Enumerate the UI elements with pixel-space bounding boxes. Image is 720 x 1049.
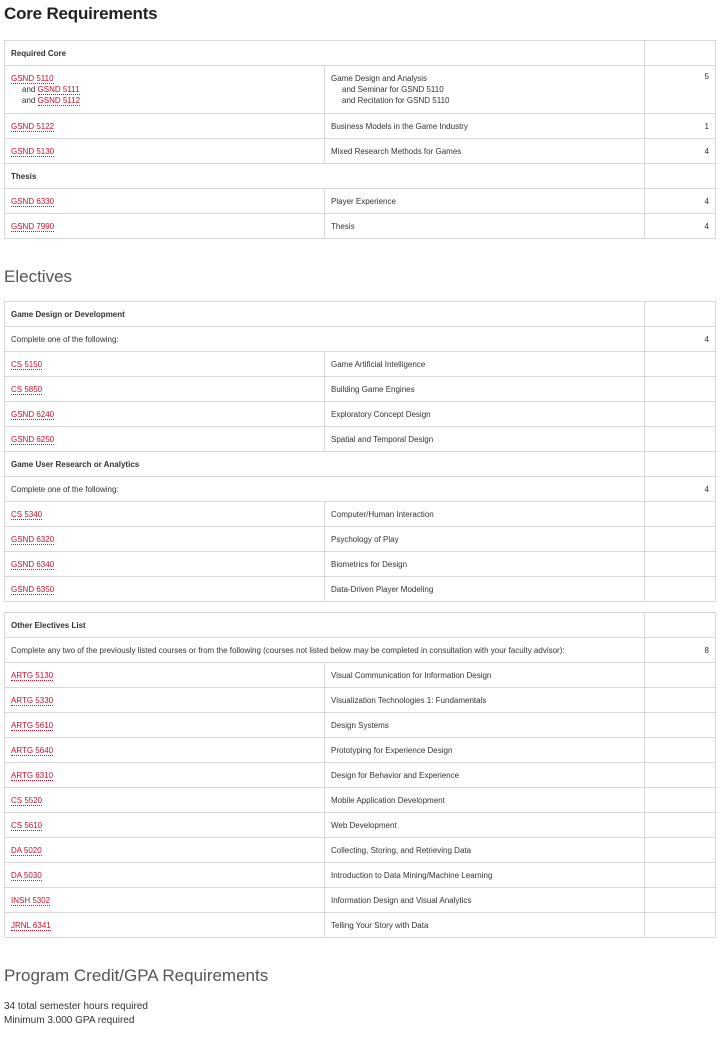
table-row bbox=[5, 863, 716, 888]
course-title: Design Systems bbox=[325, 713, 645, 738]
course-title-cell bbox=[325, 66, 645, 114]
group-label: Other Electives List bbox=[5, 613, 645, 638]
table-row bbox=[5, 888, 716, 913]
credit-hours: 8 bbox=[645, 638, 716, 663]
credit-hours: 1 bbox=[645, 114, 716, 139]
table-row bbox=[5, 66, 716, 114]
thesis-label: Thesis bbox=[5, 164, 645, 189]
electives-table bbox=[4, 301, 716, 602]
table-row bbox=[5, 688, 716, 713]
core-requirements-table bbox=[4, 40, 716, 239]
course-title: Information Design and Visual Analytics bbox=[325, 888, 645, 913]
table-row bbox=[5, 189, 716, 214]
course-title: Mobile Application Development bbox=[325, 788, 645, 813]
course-title: Biometrics for Design bbox=[325, 552, 645, 577]
course-title: Visual Communication for Information Design bbox=[325, 663, 645, 688]
gpa-requirement-text: Minimum 3.000 GPA required bbox=[4, 1015, 135, 1026]
course-link[interactable]: DA 5030 bbox=[11, 870, 42, 880]
course-title: Web Development bbox=[325, 813, 645, 838]
table-row bbox=[5, 552, 716, 577]
table-row bbox=[5, 788, 716, 813]
course-title: Introduction to Data Mining/Machine Learning bbox=[325, 863, 645, 888]
instruction-text: Complete any two of the previously listed courses or from the following (courses not listed below may be completed in consultation with your faculty advisor): bbox=[5, 638, 645, 663]
table-row bbox=[5, 713, 716, 738]
table-row bbox=[5, 838, 716, 863]
course-link[interactable]: GSND 5112 bbox=[37, 96, 81, 105]
table-row bbox=[5, 402, 716, 427]
and-prefix: and bbox=[22, 85, 38, 94]
credit-hours: 4 bbox=[645, 189, 716, 214]
core-requirements-heading: Core Requirements bbox=[4, 4, 158, 23]
table-header-row bbox=[5, 41, 716, 66]
table-header-row bbox=[5, 613, 716, 638]
table-row bbox=[5, 427, 716, 452]
course-link[interactable]: ARTG 5330 bbox=[11, 695, 54, 705]
course-title: Spatial and Temporal Design bbox=[325, 427, 645, 452]
and-prefix: and bbox=[22, 96, 38, 105]
course-link[interactable]: GSND 5111 bbox=[37, 85, 80, 94]
course-link[interactable]: CS 5610 bbox=[11, 820, 43, 830]
course-title: Prototyping for Experience Design bbox=[325, 738, 645, 763]
course-link[interactable]: CS 5520 bbox=[11, 795, 43, 805]
course-link[interactable]: GSND 6340 bbox=[11, 559, 55, 569]
program-requirements-heading: Program Credit/GPA Requirements bbox=[4, 966, 269, 985]
credit-hours: 4 bbox=[645, 214, 716, 239]
course-link[interactable]: GSND 5110 bbox=[11, 74, 54, 83]
course-link[interactable]: CS 5850 bbox=[11, 384, 43, 394]
credit-hours: 4 bbox=[645, 327, 716, 352]
course-title: Player Experience bbox=[325, 189, 645, 214]
course-link[interactable]: GSND 6350 bbox=[11, 584, 55, 594]
table-row bbox=[5, 352, 716, 377]
course-title: Game Artificial Intelligence bbox=[325, 352, 645, 377]
course-title: Thesis bbox=[325, 214, 645, 239]
course-title: Exploratory Concept Design bbox=[325, 402, 645, 427]
course-title: Design for Behavior and Experience bbox=[325, 763, 645, 788]
table-header-row bbox=[5, 164, 716, 189]
course-title: Computer/Human Interaction bbox=[325, 502, 645, 527]
course-link[interactable]: GSND 7990 bbox=[11, 221, 55, 231]
instruction-row bbox=[5, 327, 716, 352]
table-row bbox=[5, 139, 716, 164]
group-label: Game User Research or Analytics bbox=[5, 452, 645, 477]
course-title: Game Design and Analysis bbox=[331, 74, 428, 83]
table-row bbox=[5, 577, 716, 602]
course-title: Building Game Engines bbox=[325, 377, 645, 402]
table-header-row bbox=[5, 452, 716, 477]
course-code-cell bbox=[5, 66, 325, 114]
table-row bbox=[5, 114, 716, 139]
table-row bbox=[5, 502, 716, 527]
course-title: Collecting, Storing, and Retrieving Data bbox=[325, 838, 645, 863]
course-link[interactable]: GSND 6250 bbox=[11, 434, 55, 444]
course-link[interactable]: CS 5340 bbox=[11, 509, 43, 519]
course-link[interactable]: JRNL 6341 bbox=[11, 920, 51, 930]
credit-hours: 5 bbox=[645, 66, 716, 114]
course-title: Mixed Research Methods for Games bbox=[325, 139, 645, 164]
course-subtitle: and Recitation for GSND 5110 bbox=[342, 96, 450, 105]
other-electives-table bbox=[4, 612, 716, 938]
course-link[interactable]: ARTG 5640 bbox=[11, 745, 54, 755]
course-link[interactable]: GSND 6330 bbox=[11, 196, 55, 206]
course-title: Visualization Technologies 1: Fundamentals bbox=[325, 688, 645, 713]
instruction-row bbox=[5, 477, 716, 502]
course-link[interactable]: ARTG 5130 bbox=[11, 670, 54, 680]
instruction-row bbox=[5, 638, 716, 663]
course-subtitle: and Seminar for GSND 5110 bbox=[342, 85, 444, 94]
course-title: Telling Your Story with Data bbox=[325, 913, 645, 938]
course-link[interactable]: GSND 5130 bbox=[11, 146, 55, 156]
total-hours-text: 34 total semester hours required bbox=[4, 1001, 148, 1012]
required-core-label: Required Core bbox=[5, 41, 645, 66]
course-title: Data-Driven Player Modeling bbox=[325, 577, 645, 602]
table-row bbox=[5, 813, 716, 838]
table-row bbox=[5, 527, 716, 552]
credit-hours: 4 bbox=[645, 477, 716, 502]
course-link[interactable]: GSND 5122 bbox=[11, 121, 55, 131]
credit-hours: 4 bbox=[645, 139, 716, 164]
table-header-row bbox=[5, 302, 716, 327]
table-row bbox=[5, 763, 716, 788]
table-row bbox=[5, 377, 716, 402]
group-label: Game Design or Development bbox=[5, 302, 645, 327]
course-link[interactable]: ARTG 6310 bbox=[11, 770, 54, 780]
course-link[interactable]: GSND 6320 bbox=[11, 534, 55, 544]
course-link[interactable]: INSH 5302 bbox=[11, 895, 51, 905]
table-row bbox=[5, 913, 716, 938]
instruction-text: Complete one of the following: bbox=[5, 327, 645, 352]
course-link[interactable]: CS 5150 bbox=[11, 359, 43, 369]
course-link[interactable]: ARTG 5610 bbox=[11, 720, 54, 730]
course-title: Business Models in the Game Industry bbox=[325, 114, 645, 139]
course-title: Psychology of Play bbox=[325, 527, 645, 552]
instruction-text: Complete one of the following: bbox=[5, 477, 645, 502]
table-row bbox=[5, 738, 716, 763]
course-link[interactable]: GSND 6240 bbox=[11, 409, 55, 419]
table-row bbox=[5, 214, 716, 239]
table-row bbox=[5, 663, 716, 688]
electives-heading: Electives bbox=[4, 267, 73, 286]
course-link[interactable]: DA 5020 bbox=[11, 845, 42, 855]
